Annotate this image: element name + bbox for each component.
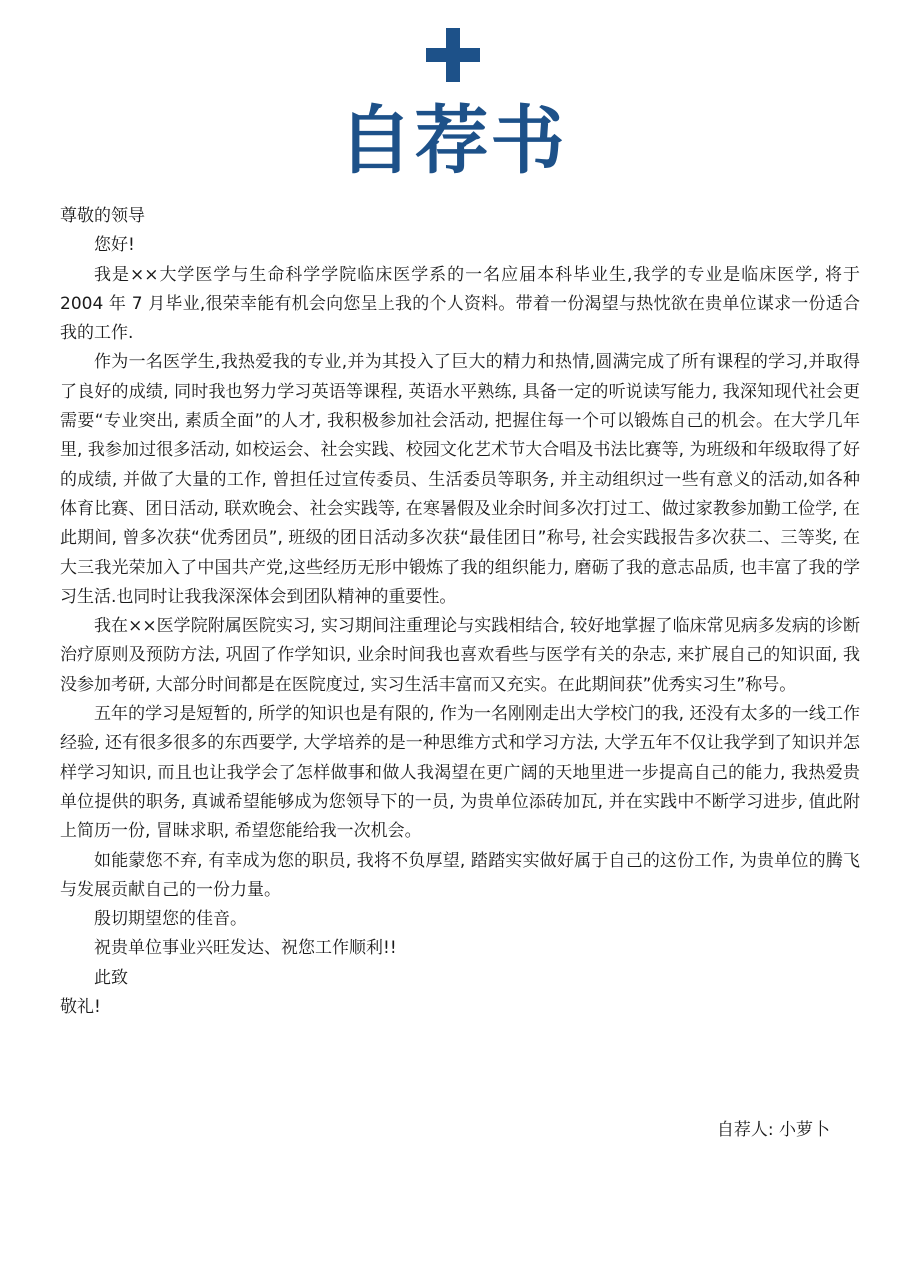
paragraph-intro: 我是××大学医学与生命科学学院临床医学系的一名应届本科毕业生,我学的专业是临床医学, 将于 2004 年 7 月毕业,很荣幸能有机会向您呈上我的个人资料。带着一份渴望与热忱欲在贵单位谋求一份适合我的工作. <box>60 264 860 344</box>
paragraph-hope: 殷切期望您的佳音。 <box>94 909 247 930</box>
page-title: 自荐书 <box>338 98 567 184</box>
plus-cross-icon <box>426 28 480 82</box>
signature: 自荐人: 小萝卜 <box>716 1120 830 1140</box>
paragraph-student-life: 作为一名医学生,我热爱我的专业,并为其投入了巨大的精力和热情,圆满完成了所有课程的学习,并取得了良好的成绩, 同时我也努力学习英语等课程, 英语水平熟练, 具备一定的听说读写能力, 我深知现代社会更需要“专业突出, 素质全面”的人才, 我积极参加社会活动, 把握住每一个可以锻炼自己的机会。在大学几年里, 我参加过很多活动, 如校运会、社会实践、校园文化艺术节大合唱及书法比赛等, 为班级和年级取得了好的成绩, 并做了大量的工作, 曾担任过宣传委员、生活委员等职务, 并主动组织过一些有意义的活动,如各种体育比赛、团日活动, 联欢晚会、社会实践等, 在寒暑假及业余时间多次打过工、做过家教参加勤工俭学, 在此期间, 曾多次获“优秀团员”, 班级的团日活动多次获“最佳团日”称号, 社会实践报告多次获二、三等奖, 在大三我光荣加入了中国共产党,这些经历无形中锻炼了我的组织能力, 磨砺了我的意志品质, 也丰富了我的学习生活.也同时让我我深深体会到团队精神的重要性。 <box>60 352 860 607</box>
greeting: 您好! <box>94 235 135 256</box>
paragraph-commitment: 如能蒙您不弃, 有幸成为您的职员, 我将不负厚望, 踏踏实实做好属于自己的这份工作, 为贵单位的腾飞与发展贡献自己的一份力量。 <box>60 850 860 900</box>
letter-body <box>60 202 860 1022</box>
regards: 敬礼! <box>60 997 101 1018</box>
cross-vertical-bar <box>446 28 460 82</box>
closing: 此致 <box>94 967 128 988</box>
paragraph-internship: 我在××医学院附属医院实习, 实习期间注重理论与实践相结合, 较好地掌握了临床常见病多发病的诊断治疗原则及预防方法, 巩固了作学知识, 业余时间我也喜欢看些与医学有关的杂志, 来扩展自己的知识面, 我没参加考研, 大部分时间都是在医院度过, 实习生活丰富而又充实。在此期间获”优秀实习生”称号。 <box>60 616 860 695</box>
salutation: 尊敬的领导 <box>60 206 145 226</box>
paragraph-wishes: 祝贵单位事业兴旺发达、祝您工作顺利!! <box>94 938 397 959</box>
paragraph-aspiration: 五年的学习是短暂的, 所学的知识也是有限的, 作为一名刚刚走出大学校门的我, 还没有太多的一线工作经验, 还有很多很多的东西要学, 大学培养的是一种思维方式和学习方法, 大学五年不仅让我学到了知识并怎样学习知识, 而且也让我学会了怎样做事和做人我渴望在更广阔的天地里进一步提高自己的能力, 我热爱贵单位提供的职务, 真诚希望能够成为您领导下的一员, 为贵单位添砖加瓦, 并在实践中不断学习进步, 值此附上简历一份, 冒昧求职, 希望您能给我一次机会。 <box>60 704 860 842</box>
